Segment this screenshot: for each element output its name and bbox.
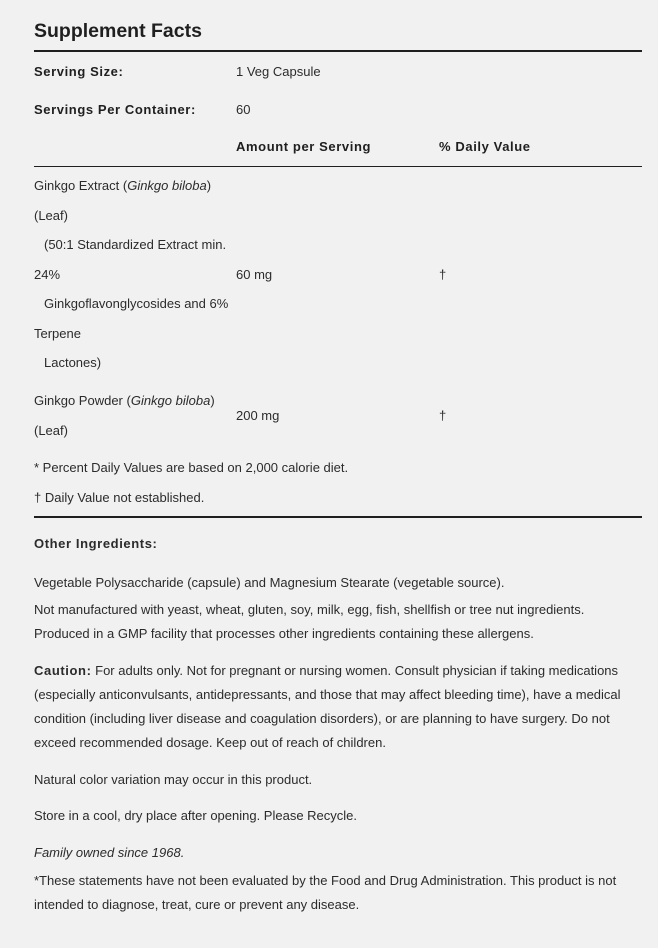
ingredient-name-line: 24% [34,267,61,282]
caution-text: For adults only. Not for pregnant or nursing women. Consult physician if taking medications (especially anticonvulsants, antidepressants, and those that may affect bleeding time), have a medical condition (including liver disease and coagulation disorders), or are planning to have surgery. Do not exceed recommended dosage. Keep out of reach of children. [34,663,621,750]
panel-title: Supplement Facts [34,20,202,42]
ingredient-name-line: Terpene [34,326,81,341]
ingredient-name-line: Ginkgoflavonglycosides and 6% [44,296,229,311]
ingredient-daily-value: † [439,408,447,423]
percent-daily-footnote: * Percent Daily Values are based on 2,000 calorie diet. [34,460,349,475]
header-rule [34,166,642,167]
allergen-statement: Not manufactured with yeast, wheat, gluten, soy, milk, egg, fish, shellfish or tree nut ingredients. Produced in a GMP facility that processes other ingredients containing these allergens. [34,602,585,641]
botanical-name: Ginkgo biloba [127,178,207,193]
ingredient-amount: 60 mg [236,267,273,282]
botanical-name: Ginkgo biloba [130,393,211,408]
other-ingredients-heading: Other Ingredients: [34,536,158,551]
ingredient-daily-value: † [439,267,447,282]
ingredient-name-line: (50:1 Standardized Extract min. [44,237,227,252]
serving-size-label: Serving Size: [34,64,124,79]
caution-statement [34,659,640,755]
other-ingredients-text: Vegetable Polysaccharide (capsule) and Magnesium Stearate (vegetable source). [34,575,505,590]
title-rule [34,50,642,52]
ingredient-name-line: (Leaf) [34,423,68,438]
ingredient-name-line: (Leaf) [34,208,68,223]
serving-size-value: 1 Veg Capsule [236,64,321,79]
fda-disclaimer: *These statements have not been evaluated by the Food and Drug Administration. This product is not intended to diagnose, treat, cure or prevent any disease. [34,873,617,912]
caution-label: Caution: [34,663,92,678]
color-variation-note: Natural color variation may occur in this product. [34,772,313,787]
amount-column-header: Amount per Serving [236,139,372,154]
servings-per-container-label: Servings Per Container: [34,102,196,117]
ingredient-name-line: Ginkgo Extract (Ginkgo biloba) [34,178,212,193]
servings-per-container-value: 60 [236,102,251,117]
facts-bottom-rule [34,516,642,518]
storage-note: Store in a cool, dry place after opening. Please Recycle. [34,808,358,823]
ingredient-name-line: Lactones) [44,355,102,370]
daily-value-footnote: † Daily Value not established. [34,490,205,505]
daily-value-column-header: % Daily Value [439,139,531,154]
ingredient-amount: 200 mg [236,408,280,423]
family-owned-note: Family owned since 1968. [34,845,185,860]
ingredient-name-line: Ginkgo Powder (Ginkgo biloba) [34,393,215,408]
